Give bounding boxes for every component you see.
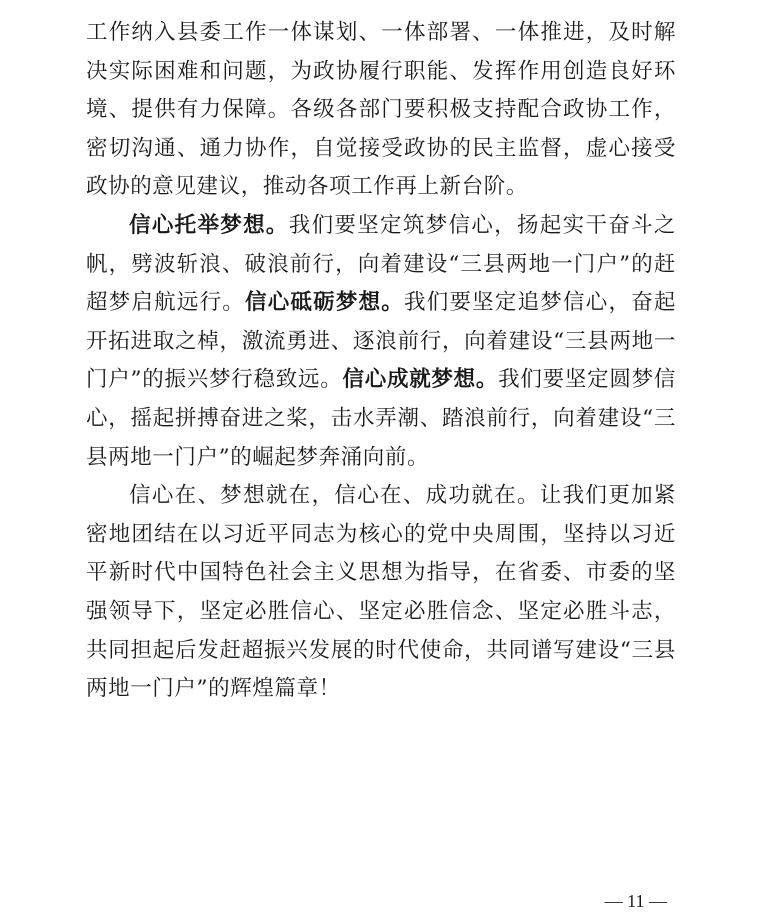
heading-confidence-lifts-dream: 信心托举梦想。	[129, 212, 289, 238]
text-confidence-hones-dream: 我们要坚定追梦信心，奋起开拓进取之棹，激流勇进、逐浪前行，向着建设“三县两地一门户”的振兴梦行稳致远。	[86, 290, 677, 393]
paragraph-closing: 信心在、梦想就在，信心在、成功就在。让我们更加紧密地团结在以习近平同志为核心的党中央周围，坚持以习近平新时代中国特色社会主义思想为指导，在省委、市委的坚强领导下，坚定必胜信心、坚定必胜信念、坚定必胜斗志，共同担起后发赶超振兴发展的时代使命，共同谱写建设“三县两地一门户”的辉煌篇章！	[86, 483, 676, 702]
paragraph-continuation: 工作纳入县委工作一体谋划、一体部署、一体推进，及时解决实际困难和问题，为政协履行职能、发挥作用创造良好环境、提供有力保障。各级各部门要积极支持配合政协工作，密切沟通、通力协作，自觉接受政协的民主监督，虚心接受政协的意见建议，推动各项工作再上新台阶。	[86, 20, 676, 200]
heading-confidence-hones-dream: 信心砥砺梦想。	[245, 290, 405, 316]
body-text	[86, 14, 676, 709]
page-number: — 11 —	[604, 891, 667, 911]
paragraph-confidence-dreams	[86, 207, 676, 477]
heading-confidence-achieves-dream: 信心成就梦想。	[342, 367, 499, 393]
text-confidence-lifts-dream: 我们要坚定筑梦信心，扬起实干奋斗之帆，劈波斩浪、破浪前行，向着建设“三县两地一门户”的赶超梦启航远行。	[86, 212, 677, 316]
text-confidence-achieves-dream: 我们要坚定圆梦信心，摇起拼搏奋进之桨，击水弄潮、踏浪前行，向着建设“三县两地一门户”的崛起梦奔涌向前。	[86, 367, 676, 470]
